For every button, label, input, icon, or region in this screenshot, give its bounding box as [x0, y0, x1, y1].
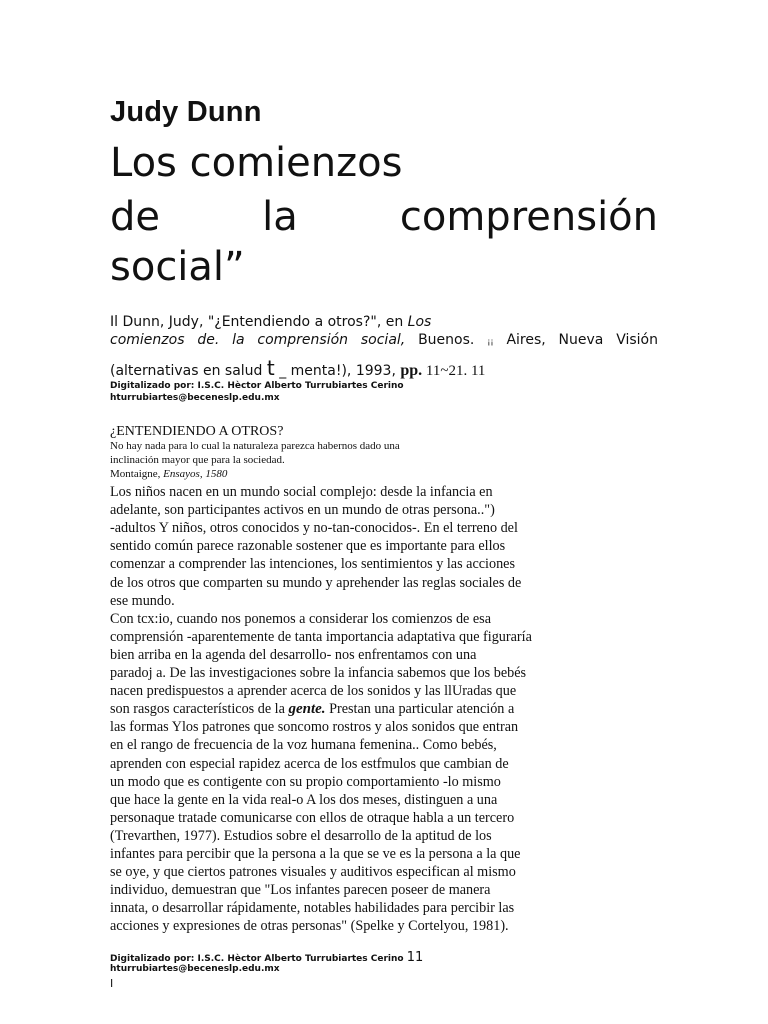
citation-word: Buenos.	[418, 332, 475, 348]
body-line: (Trevarthen, 1977). Estudios sobre el desarrollo de la aptitud de los	[110, 827, 492, 844]
page-number: 11	[406, 950, 424, 965]
citation-text: _ menta!), 1993,	[274, 363, 401, 379]
body-line: paradoj a. De las investigaciones sobre la infancia sabemos que los bebés	[110, 665, 527, 681]
citation-stray-t: t	[266, 356, 275, 380]
epigraph-line-2: inclinación mayor que para la sociedad.	[110, 454, 285, 466]
footer-credit-text: Digitalizado por: I.S.C. Hèctor Alberto Turrubiartes Cerino	[110, 954, 404, 964]
body-line: aprenden con especial rapidez acerca de los estfmulos que cambian de	[110, 755, 509, 772]
citation-pages-label: pp.	[400, 362, 423, 379]
body-line: comenzar a comprender las intenciones, los sentimientos y las acciones	[110, 556, 515, 573]
citation-text: 11~21. 11	[422, 363, 486, 379]
body-text-run: Prestan una particular atención a	[325, 701, 515, 718]
body-line: infantes para percibir que la persona a la que se ve es la persona a la que	[110, 846, 521, 862]
body-line: Con tcx:io, cuando nos ponemos a considerar los comienzos de esa	[110, 610, 491, 627]
title-word: comprensión	[399, 194, 658, 240]
body-text-run: son rasgos característicos de la	[110, 701, 289, 718]
citation-word: comienzos	[110, 332, 185, 348]
body-line	[110, 701, 514, 718]
citation-word: Nueva	[558, 332, 604, 348]
title-word: la	[262, 194, 298, 240]
digitized-credit: Digitalizado por: I.S.C. Hèctor Alberto Turrubiartes Cerino	[110, 381, 404, 391]
citation-line-3	[110, 356, 485, 380]
citation-word: ¡¡	[487, 337, 494, 346]
author-name: Judy Dunn	[110, 96, 262, 128]
body-line: las formas Ylos patrones que soncomo rostros y alos sonidos que entran	[110, 719, 519, 736]
body-line: adelante, son participantes activos en un mundo de otras persona..")	[110, 502, 495, 519]
body-line: que hace la gente en la vida real-o A los dos meses, distinguen a una	[110, 791, 498, 808]
epigraph-line-1: No hay nada para lo cual la naturaleza parezca habernos dado una	[110, 440, 400, 452]
citation-word: social,	[360, 332, 406, 348]
citation-line-1	[110, 314, 431, 330]
body-line: Los niños nacen en un mundo social complejo: desde la infancia en	[110, 484, 493, 500]
epigraph-attribution	[110, 467, 227, 481]
body-line: innata, o desarrollar rápidamente, notables habilidades para percibir las	[110, 900, 515, 917]
citation-italic: Los	[407, 314, 432, 330]
citation-word: de.	[197, 332, 220, 348]
body-line: personaque tratade comunicarse con ellos de otraque habla a un tercero	[110, 809, 515, 826]
citation-text: (alternativas en salud	[110, 363, 267, 379]
body-line: sentido común parece razonable sostener que es importante para ellos	[110, 538, 506, 555]
citation-word: Aires,	[506, 332, 546, 348]
section-heading: ¿ENTENDIENDO A OTROS?	[110, 424, 284, 439]
body-emphasis: gente.	[288, 701, 326, 718]
title-word: de	[110, 194, 160, 240]
body-line: individuo, demuestran que "Los infantes parecen poseer de manera	[110, 882, 491, 899]
title-line-2	[110, 194, 658, 240]
body-line: en el rango de frecuencia de la voz humana femenina.. Como bebés,	[110, 737, 497, 754]
title-line-3: social”	[110, 244, 245, 290]
body-line: bien arriba en la agenda del desarrollo- nos enfrentamos con una	[110, 646, 477, 663]
body-line: acciones y expresiones de otras personas" (Spelke y Cortelyou, 1981).	[110, 918, 509, 935]
footer-email: hturrubiartes@beceneslp.edu.mx	[110, 964, 280, 974]
citation-line-2	[110, 332, 658, 348]
body-line: se oye, y que ciertos patrones visuales y auditivos especifican al mismo	[110, 864, 516, 881]
epigraph-work: Ensayos, 1580	[163, 468, 228, 480]
footer-mark: I	[110, 977, 114, 990]
body-line: de los otros que comparten su mundo y aprehender las reglas sociales de	[110, 574, 522, 591]
body-line: nacen predispuestos a aprender acerca de los sonidos y las llUradas que	[110, 683, 517, 700]
title-line-1: Los comienzos	[110, 140, 403, 186]
citation-word: comprensión	[257, 332, 349, 348]
body-line: ese mundo.	[110, 592, 175, 609]
digitized-email: hturrubiartes@beceneslp.edu.mx	[110, 393, 280, 403]
citation-word: Visión	[616, 332, 658, 348]
citation-text: Il Dunn, Judy, "¿Entendiendo a otros?", en	[110, 314, 408, 330]
body-line: un modo que es contigente con su propio comportamiento -lo mismo	[110, 773, 501, 790]
body-line: -adultos Y niños, otros conocidos y no-tan-conocidos-. En el terreno del	[110, 520, 518, 537]
body-line: comprensión -aparentemente de tanta importancia adaptativa que figuraría	[110, 628, 532, 645]
footer-credit	[110, 950, 423, 965]
epigraph-author: Montaigne,	[110, 468, 164, 480]
citation-word: la	[232, 332, 245, 348]
